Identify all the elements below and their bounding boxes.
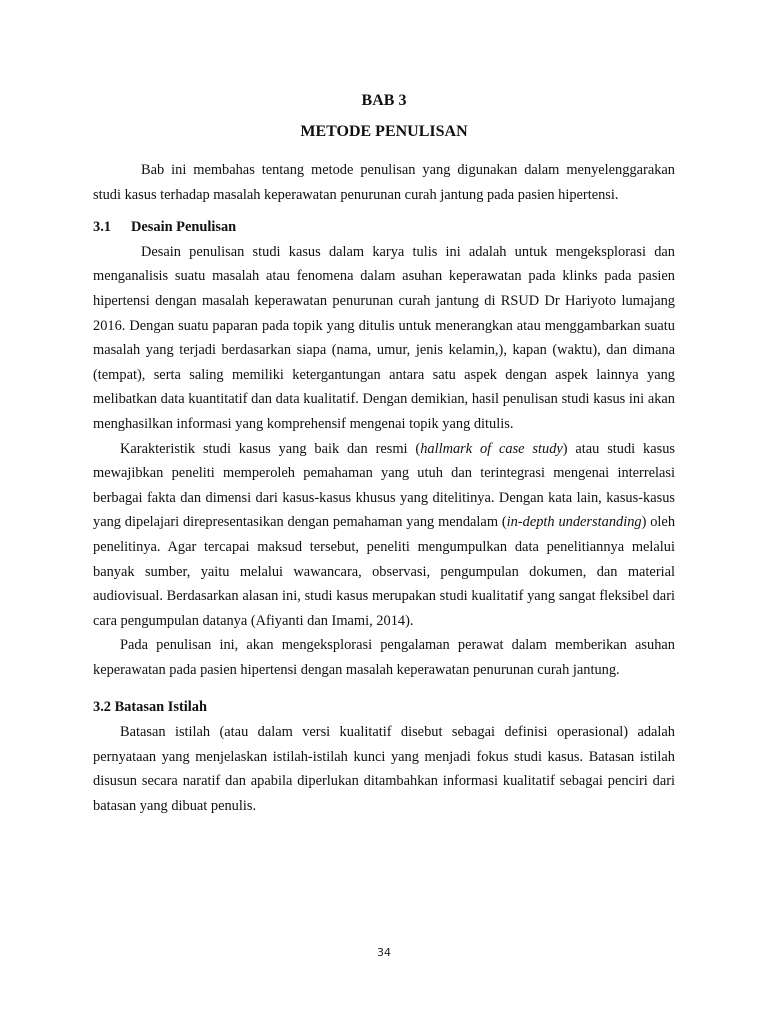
intro-paragraph: Bab ini membahas tentang metode penulisan yang digunakan dalam menyelenggarakan studi kasus terhadap masalah keperawatan penurunan curah jantung pada pasien hipertensi. bbox=[93, 162, 675, 203]
section-3-1-paragraph-1: Desain penulisan studi kasus dalam karya tulis ini adalah untuk mengeksplorasi dan menganalisis suatu masalah atau fenomena dalam asuhan keperawatan pada klinks pada pasien hipertensi dengan masalah keperawatan penurunan curah jantung di RSUD Dr Hariyoto lumajang 2016. Dengan suatu paparan pada topik yang ditulis untuk menerangkan atau menggambarkan suatu masalah yang terjadi berdasarkan siapa (nama, umur, jenis kelamin,), kapan (waktu), dan dimana (tempat), serta saling memiliki ketergantungan antara satu aspek dengan aspek lainnya yang melibatkan data kuantitatif dan data kualitatif. Dengan demikian, hasil penulisan studi kasus ini akan menghasilkan informasi yang komprehensif mengenai topik yang ditulis. bbox=[93, 243, 675, 432]
paragraph-text: ) oleh penelitinya. Agar tercapai maksud tersebut, peneliti mengumpulkan data penelitiannya melalui banyak sumber, yaitu melalui wawancara, observasi, pengumpulan dokumen, dan material audiovisual. Berdasarkan alasan ini, studi kasus merupakan studi kualitatif yang sangat fleksibel dari cara pengumpulan datanya (Afiyanti dan Imami, 2014). bbox=[93, 514, 676, 629]
section-title: Desain Penulisan bbox=[131, 219, 237, 236]
section-3-2-paragraph-1: Batasan istilah (atau dalam versi kualitatif disebut sebagai definisi operasional) adalah pernyataan yang menjelaskan istilah-istilah kunci yang menjadi fokus studi kasus. Batasan istilah disusun secara naratif dan apabila diperlukan ditambahkan informasi kualitatif sebagai penciri dari batasan yang dibuat penulis. bbox=[93, 724, 675, 814]
emphasis-text: hallmark of case study bbox=[420, 440, 563, 457]
section-number: 3.1 bbox=[93, 219, 111, 236]
paragraph-text: ) atau studi kasus mewajibkan peneliti memperoleh pemahaman yang utuh dan terintegrasi mengenai interrelasi berbagai fakta dan dimensi dari kasus-kasus khusus yang ditelitinya. Dengan kata lain, kasus-kasus yang dipelajari direpresentasikan dengan pemahaman yang mendalam ( bbox=[93, 440, 675, 531]
section-3-1-paragraph-3: Pada penulisan ini, akan mengeksplorasi pengalaman perawat dalam memberikan asuhan keperawatan pada pasien hipertensi dengan masalah keperawatan penurunan curah jantung. bbox=[93, 637, 675, 678]
emphasis-text: in-depth understanding bbox=[506, 514, 642, 531]
document-page bbox=[93, 88, 675, 818]
paragraph-text: Karakteristik studi kasus yang baik dan resmi ( bbox=[120, 440, 421, 457]
chapter-title: METODE PENULISAN bbox=[300, 123, 468, 140]
section-heading-3-1 bbox=[93, 215, 675, 240]
page-number: 34 bbox=[377, 946, 391, 959]
chapter-label: BAB 3 bbox=[361, 92, 407, 109]
section-heading-3-2: 3.2 Batasan Istilah bbox=[93, 699, 207, 716]
section-3-1-paragraph-2 bbox=[93, 437, 675, 634]
